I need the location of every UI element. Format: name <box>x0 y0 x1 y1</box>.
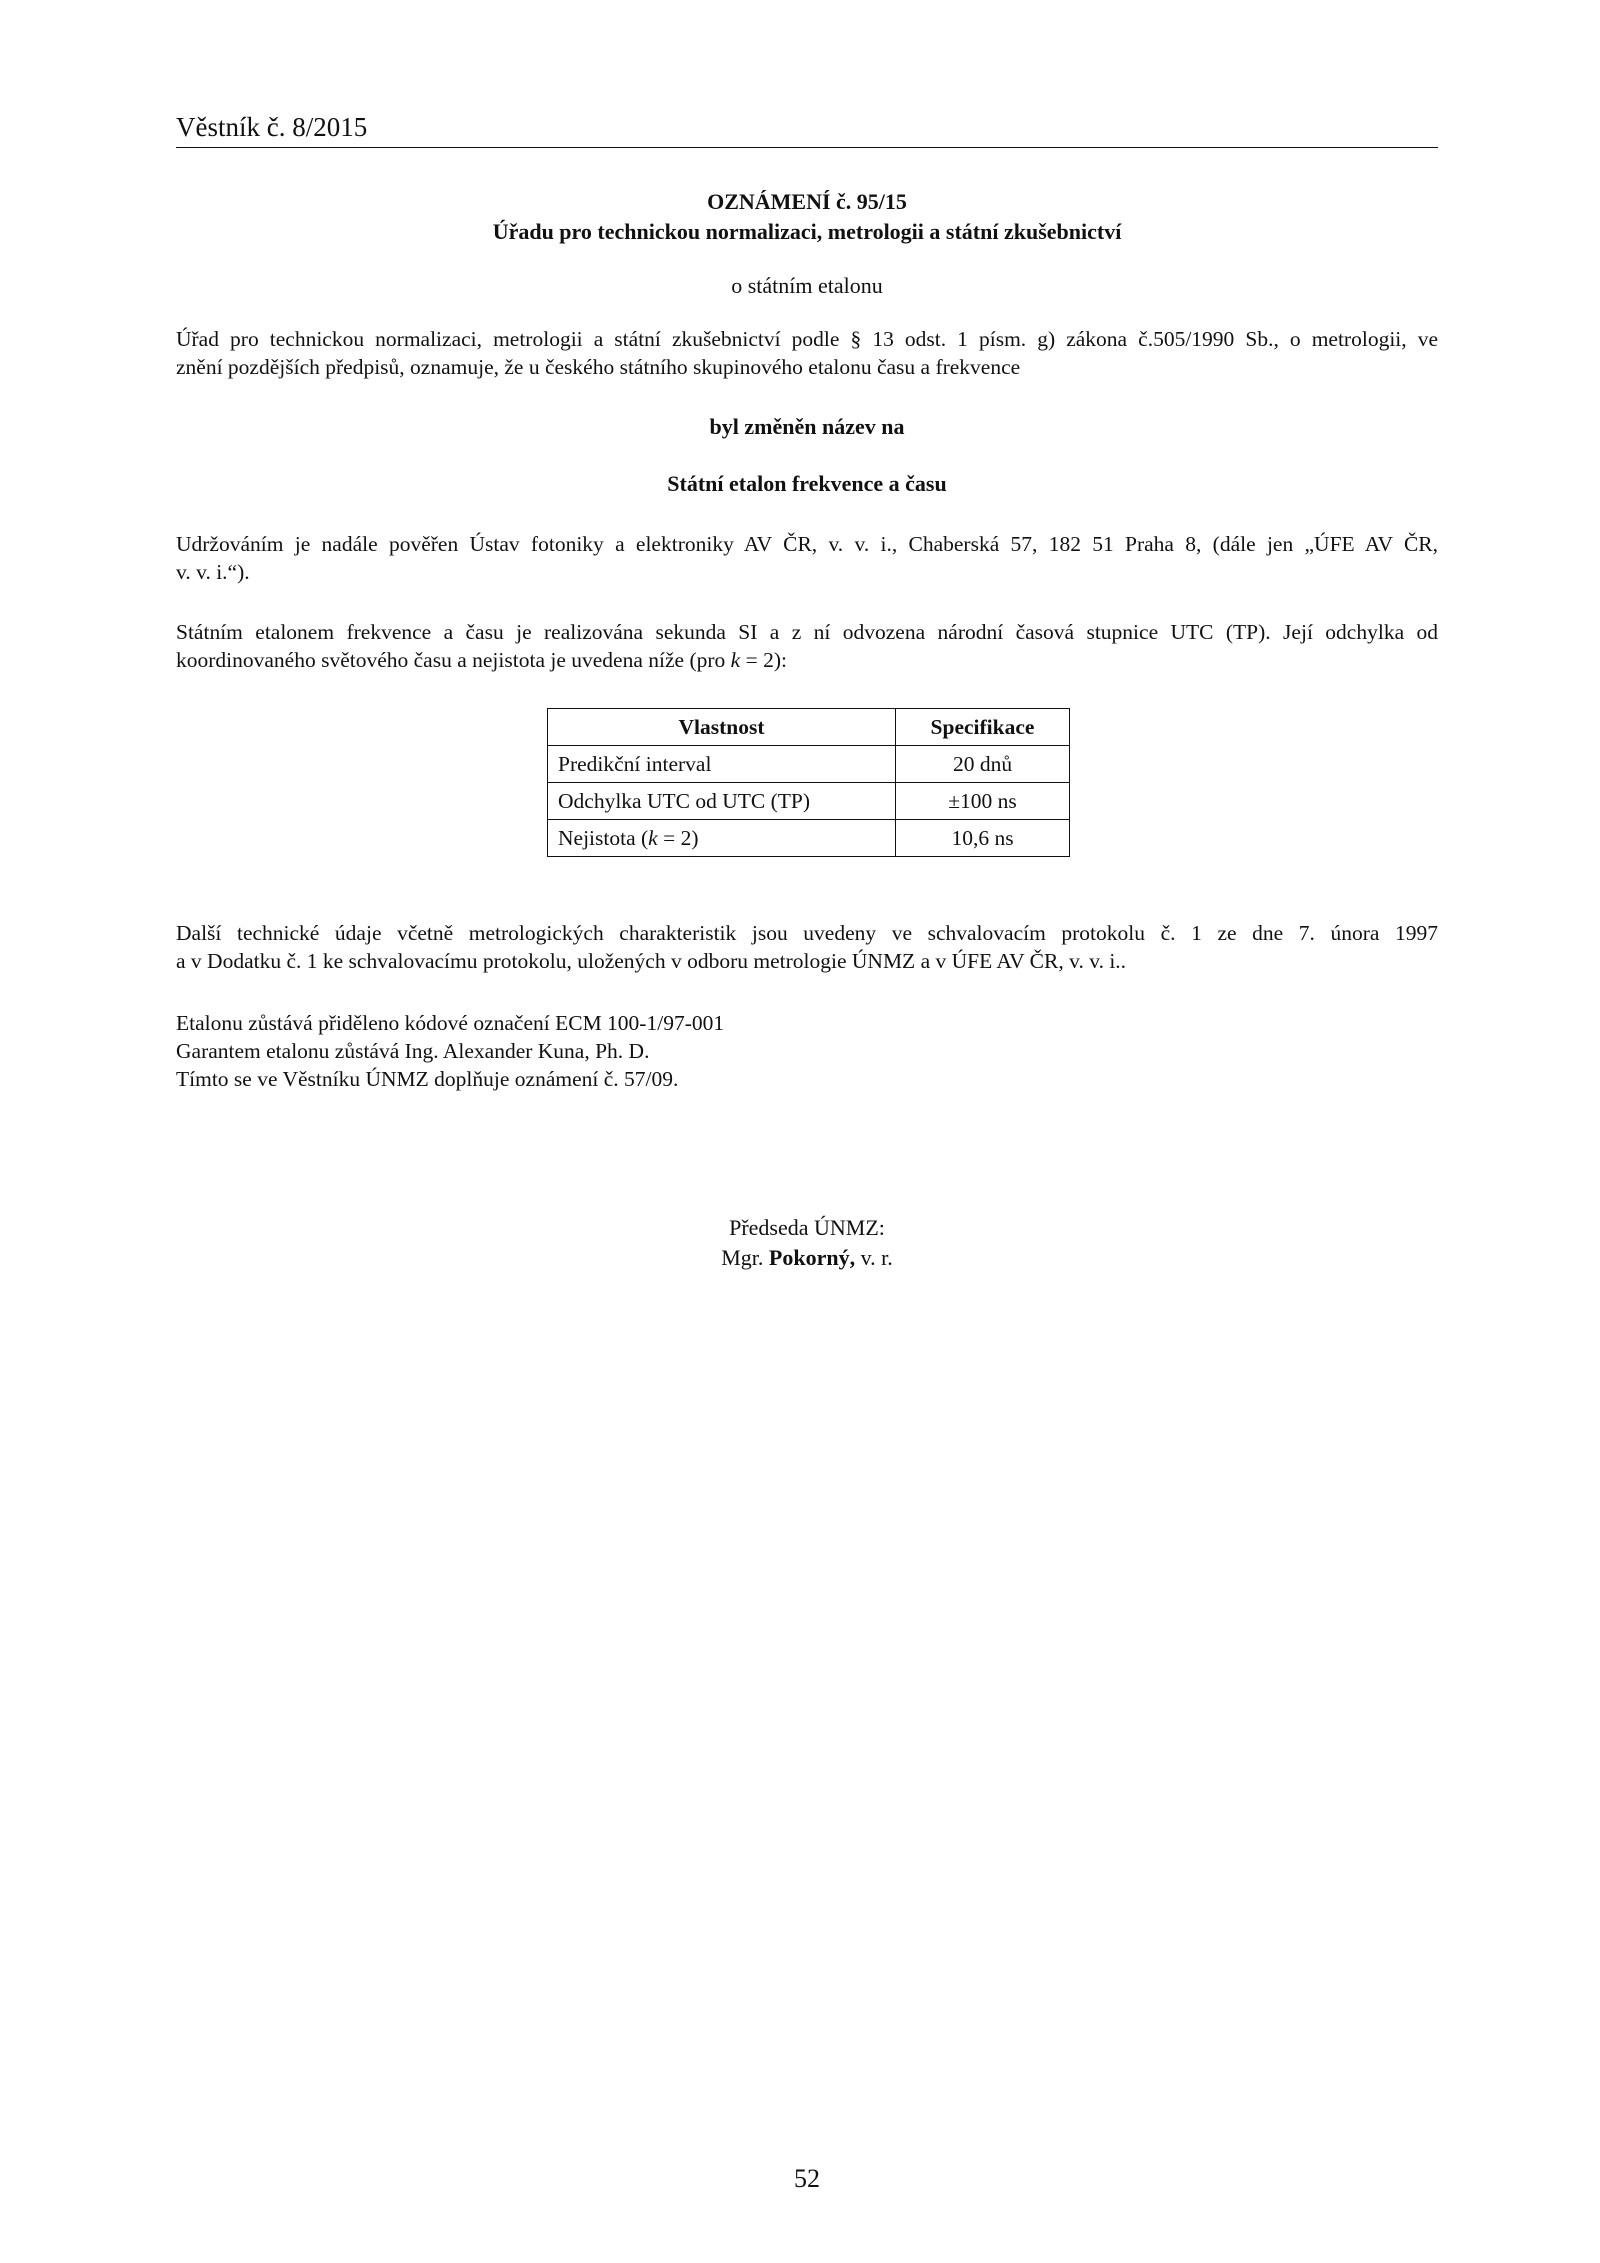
table-cell: 20 dnů <box>896 746 1070 783</box>
variable-k: k <box>730 648 741 672</box>
paragraph-line: Státním etalonem frekvence a času je realizována sekunda SI a z ní odvozena národní časová stupnice UTC (TP). Její odchylka od <box>176 620 1438 644</box>
signatory-role: Předseda ÚNMZ: <box>729 1215 885 1240</box>
paragraph-line: Garantem etalonu zůstává Ing. Alexander Kuna, Ph. D. <box>176 1039 650 1063</box>
text-fragment: = 2): <box>740 648 787 672</box>
paragraph-intro <box>176 325 1438 381</box>
paragraph-line: znění pozdějších předpisů, oznamuje, že u českého státního skupinového etalonu času a frekvence <box>176 355 1021 379</box>
signature-block <box>176 1213 1438 1273</box>
column-header-specification: Specifikace <box>896 709 1070 746</box>
announcement-subject: o státním etalonu <box>731 273 883 298</box>
table-header-row <box>548 709 1070 746</box>
paragraph-line: Udržováním je nadále pověřen Ústav fotoniky a elektroniky AV ČR, v. v. i., Chaberská 57, 182 51 Praha 8, (dále jen „ÚFE AV ČR, <box>176 532 1438 556</box>
variable-k: k <box>648 825 658 850</box>
paragraph-realization <box>176 618 1438 674</box>
table-row <box>548 783 1070 820</box>
paragraph-maintainer <box>176 530 1438 586</box>
signatory-name <box>176 1243 1438 1273</box>
page-number: 52 <box>794 2164 820 2193</box>
announcement-number: OZNÁMENÍ č. 95/15 <box>707 189 907 214</box>
text-fragment: Mgr. <box>721 1245 769 1270</box>
table-cell: Odchylka UTC od UTC (TP) <box>548 783 896 820</box>
paragraph-line: Další technické údaje včetně metrologických charakteristik jsou uvedeny ve schvalovacím protokolu č. 1 ze dne 7. února 1997 <box>176 921 1438 945</box>
table-cell: 10,6 ns <box>896 820 1070 857</box>
paragraph-technical-data <box>176 919 1438 975</box>
header-rule <box>176 147 1438 148</box>
paragraph-line: Tímto se ve Věstníku ÚNMZ doplňuje oznámení č. 57/09. <box>176 1067 679 1091</box>
text-fragment: v. r. <box>855 1245 893 1270</box>
announcement-title <box>176 187 1438 247</box>
paragraph-etalon-details <box>176 1009 1438 1093</box>
new-etalon-name: Státní etalon frekvence a času <box>667 471 947 496</box>
text-fragment: Nejistota ( <box>558 825 649 850</box>
table-cell <box>548 820 896 857</box>
column-header-property: Vlastnost <box>548 709 896 746</box>
paragraph-line: Úřad pro technickou normalizaci, metrologii a státní zkušebnictví podle § 13 odst. 1 písm. g) zákona č.505/1990 Sb., o metrologii, ve <box>176 327 1438 351</box>
document-page <box>176 0 1438 2263</box>
text-fragment: koordinovaného světového času a nejistota je uvedena níže (pro <box>176 648 731 672</box>
table-row <box>548 820 1070 857</box>
table-row <box>548 746 1070 783</box>
surname: Pokorný, <box>768 1245 856 1270</box>
text-fragment: = 2) <box>657 825 699 850</box>
paragraph-line <box>176 646 1438 674</box>
paragraph-line: Etalonu zůstává přiděleno kódové označení ECM 100-1/97-001 <box>176 1011 725 1035</box>
specification-table <box>547 708 1070 857</box>
name-changed-statement: byl změněn název na <box>709 414 905 439</box>
paragraph-line: a v Dodatku č. 1 ke schvalovacímu protokolu, uložených v odboru metrologie ÚNMZ a v ÚFE AV ČR, v. v. i.. <box>176 949 1127 973</box>
table-cell: Predikční interval <box>548 746 896 783</box>
issuing-office: Úřadu pro technickou normalizaci, metrologii a státní zkušebnictví <box>492 219 1122 244</box>
table-cell: ±100 ns <box>896 783 1070 820</box>
paragraph-line: v. v. i.“). <box>176 560 250 584</box>
running-head: Věstník č. 8/2015 <box>176 112 368 142</box>
